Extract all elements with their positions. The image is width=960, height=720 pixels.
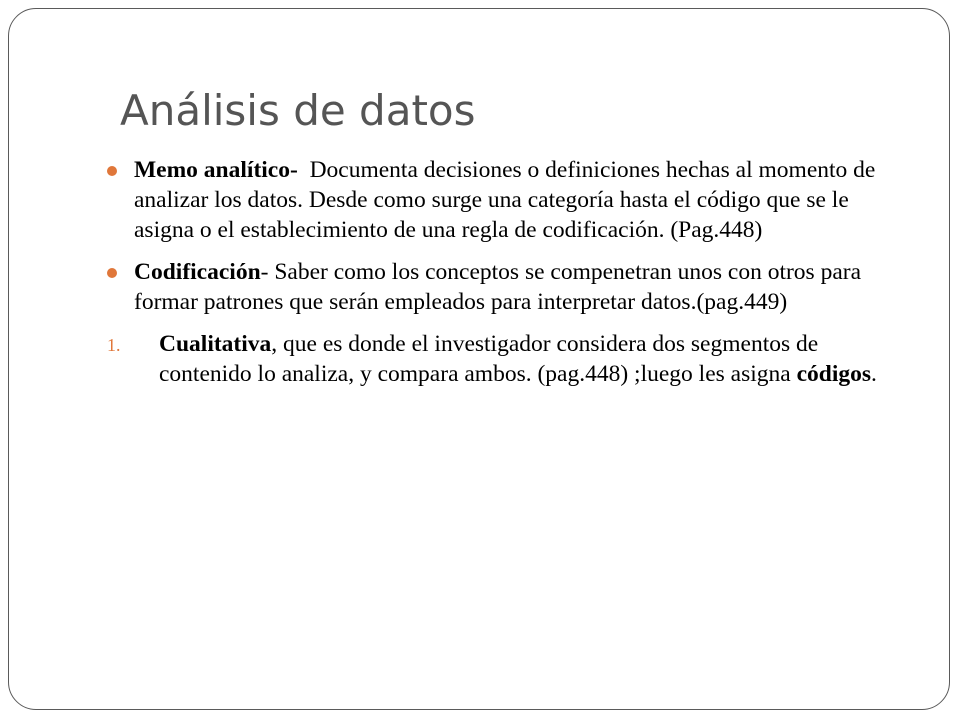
bullet-item-memo <box>104 155 904 245</box>
slide-title: Análisis de datos <box>120 86 476 135</box>
bullet-text: Documenta decisiones o definiciones hechas al momento de analizar los datos. Desde como surge una categoría hasta el código que se le asigna o el establecimiento de una regla de codificación. (Pag.448) <box>134 157 882 243</box>
bullet-term: Codificación <box>134 259 261 285</box>
number-marker: 1. <box>107 335 121 355</box>
bullet-item-codificacion <box>104 257 904 317</box>
bullet-dot-icon <box>107 268 117 278</box>
numbered-bold-word: códigos <box>796 361 872 387</box>
numbered-text-end: . <box>871 361 877 387</box>
bullet-dot-icon <box>107 166 117 176</box>
bullet-text: - Saber como los conceptos se compenetran unos con otros para formar patrones que serán empleados para interpretar datos.(pag.449) <box>134 259 862 315</box>
slide-content <box>104 155 904 389</box>
numbered-text: , que es donde el investigador considera dos segmentos de contenido lo analiza, y compara ambos. (pag.448) ;luego les asigna <box>159 331 819 387</box>
numbered-term: Cualitativa <box>159 331 272 357</box>
numbered-item-cualitativa <box>104 329 904 389</box>
bullet-term: Memo analítico- <box>134 157 298 183</box>
